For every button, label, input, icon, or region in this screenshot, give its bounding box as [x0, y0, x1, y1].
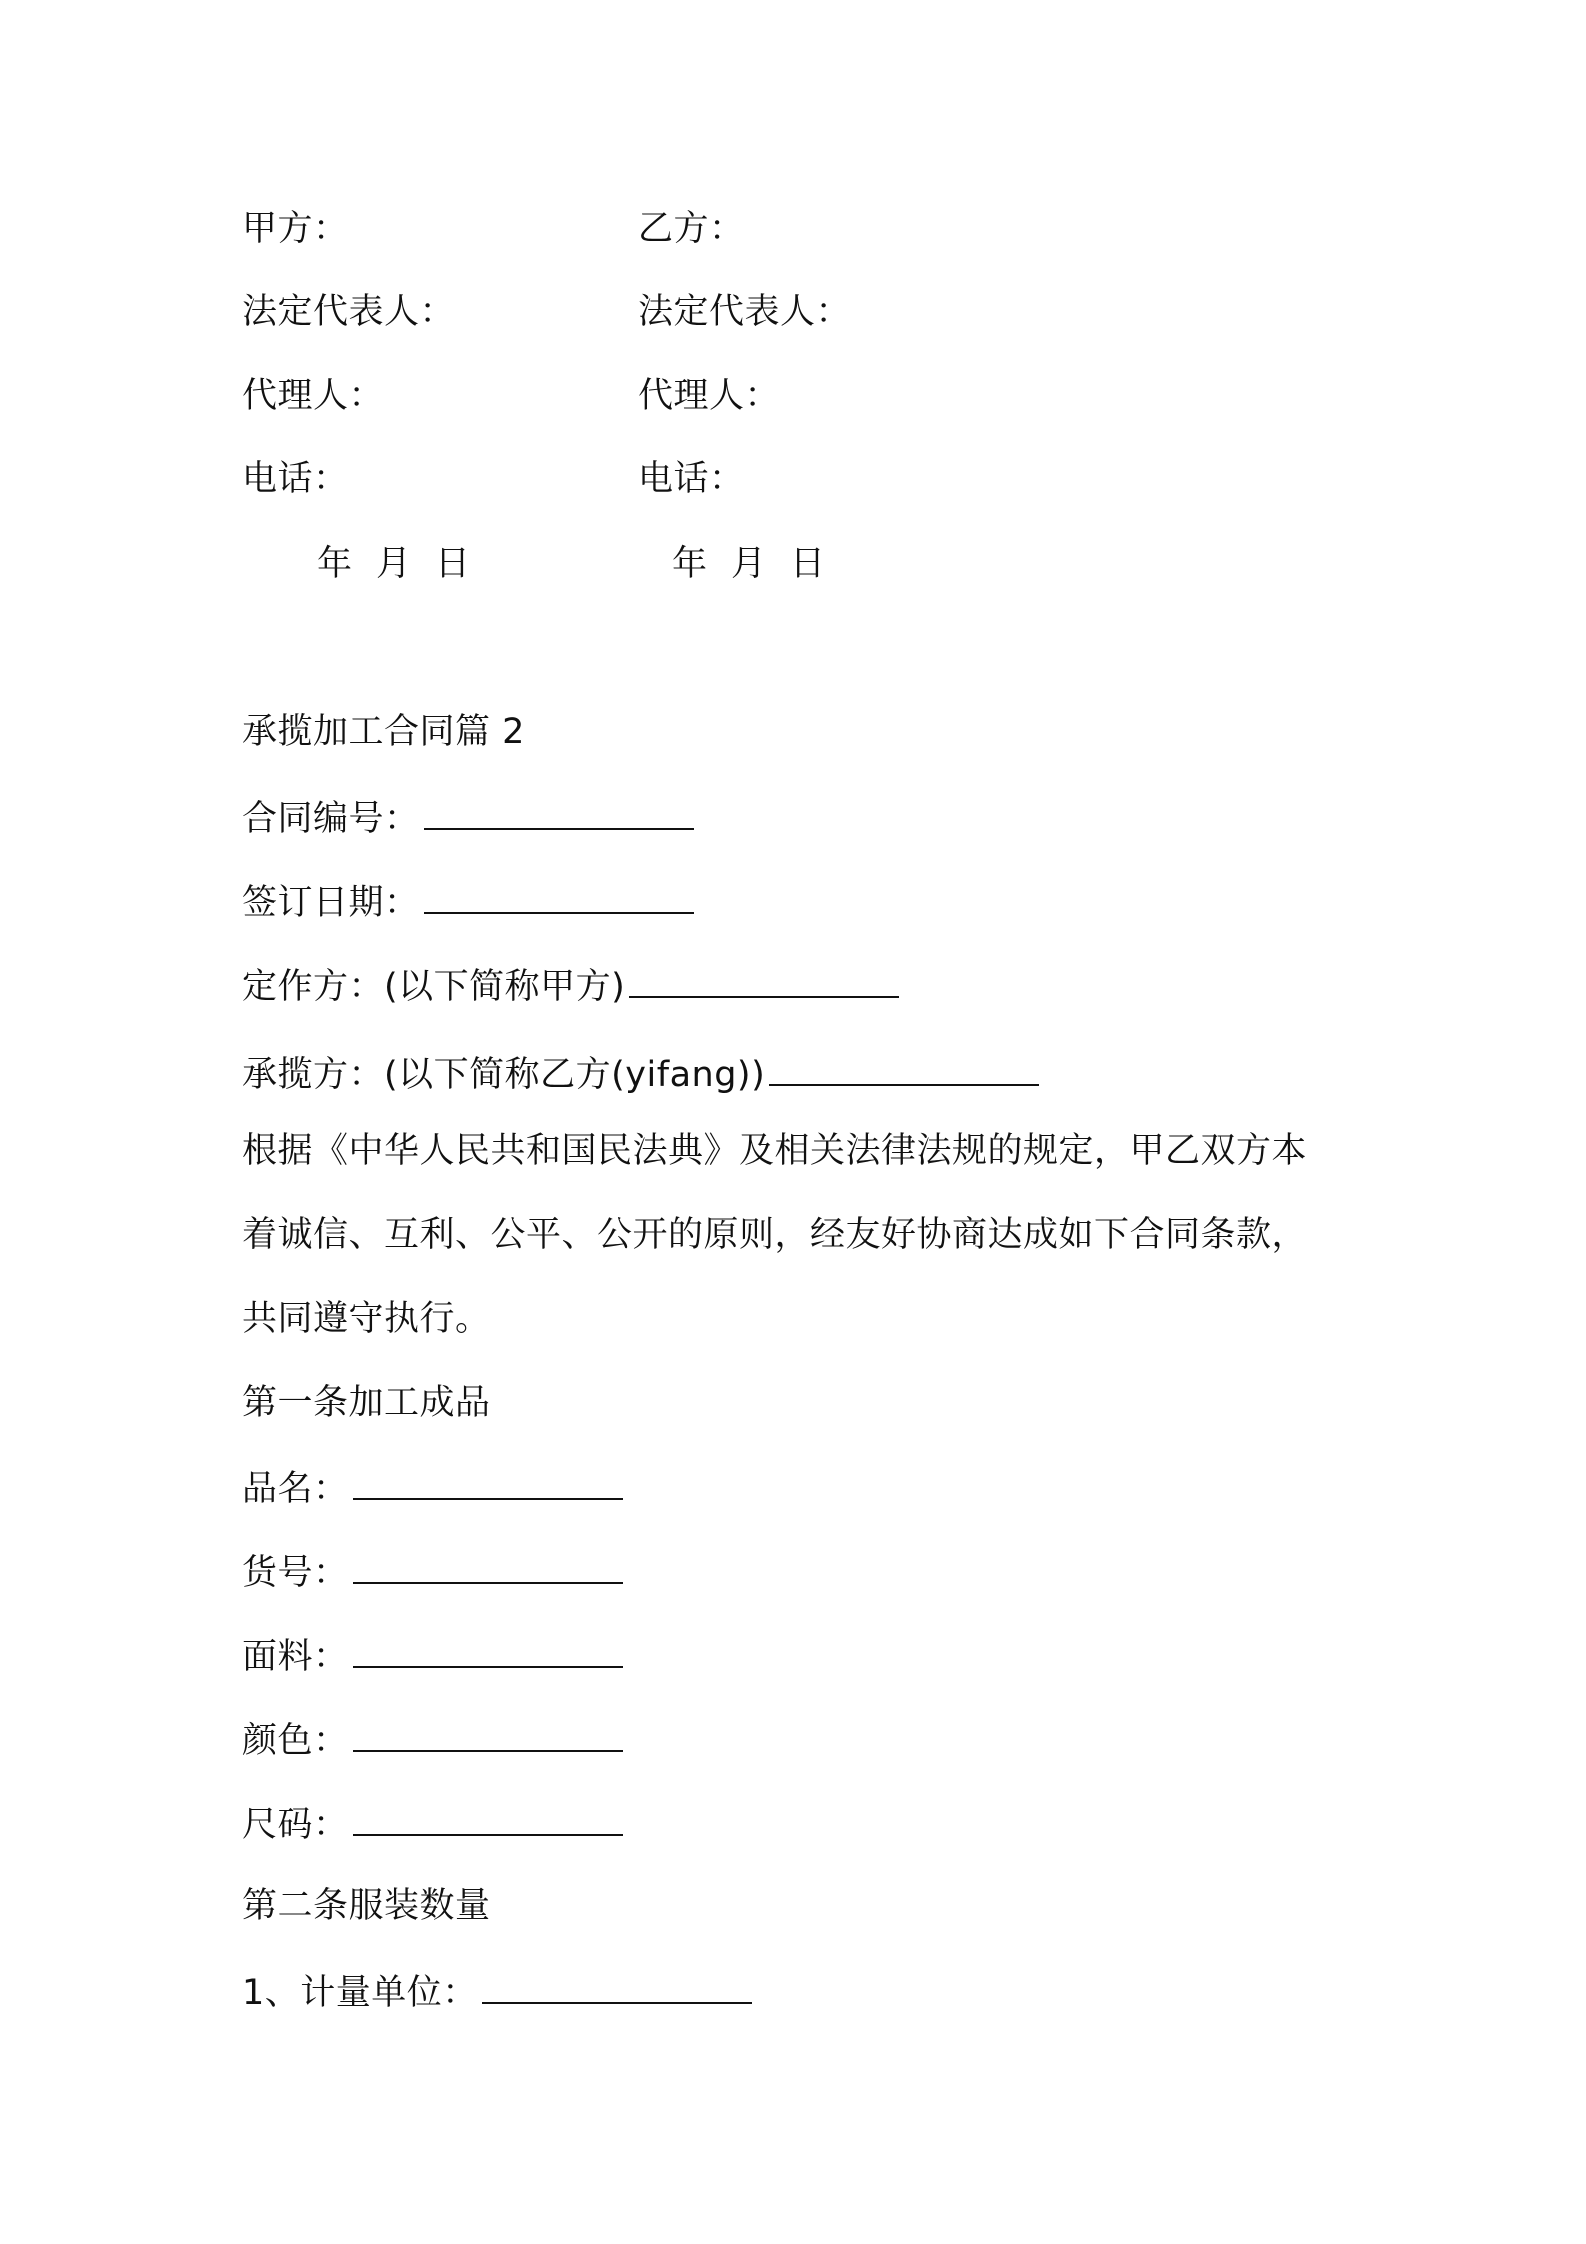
intro-line-1: 根据《中华人民共和国民法典》及相关法律法规的规定，甲乙双方本 [242, 1131, 1308, 1171]
color-label: 颜色： [242, 1721, 349, 1761]
product-name-blank [353, 1462, 623, 1500]
date-b-day: 日 [790, 544, 826, 584]
item-no-row [242, 1546, 623, 1597]
party-a-label: 甲方： [242, 209, 349, 249]
orderer-label: 定作方：(以下简称甲方) [242, 967, 626, 1007]
intro-line-3: 共同遵守执行。 [242, 1299, 491, 1339]
size-label: 尺码： [242, 1805, 349, 1845]
fabric-row [242, 1630, 623, 1681]
date-b-month: 月 [731, 544, 767, 584]
product-name-label: 品名： [242, 1469, 349, 1509]
contract-title: 承揽加工合同篇 2 [242, 712, 525, 752]
sign-date-row [242, 876, 694, 927]
contract-no-label: 合同编号： [242, 799, 420, 839]
article-1-title: 第一条加工成品 [242, 1383, 491, 1423]
contractor-blank [769, 1048, 1039, 1086]
unit-blank [482, 1966, 752, 2004]
item-no-label: 货号： [242, 1553, 349, 1593]
agent-b-label: 代理人： [638, 376, 781, 416]
unit-label: 1、计量单位： [242, 1973, 478, 2013]
orderer-row [242, 960, 899, 1011]
date-a-day: 日 [435, 544, 471, 584]
date-b-year: 年 [672, 544, 708, 584]
contractor-label: 承揽方：(以下简称乙方(yifang)) [242, 1055, 766, 1095]
party-b-label: 乙方： [638, 209, 745, 249]
phone-a-label: 电话： [242, 459, 349, 499]
contract-no-blank [424, 792, 694, 830]
unit-row [242, 1966, 752, 2017]
fabric-label: 面料： [242, 1637, 349, 1677]
size-row [242, 1798, 623, 1849]
sign-date-label: 签订日期： [242, 883, 420, 923]
article-2-title: 第二条服装数量 [242, 1886, 491, 1926]
legal-rep-b-label: 法定代表人： [638, 292, 852, 332]
agent-a-label: 代理人： [242, 376, 385, 416]
date-a [317, 540, 494, 588]
size-blank [353, 1798, 623, 1836]
date-a-month: 月 [376, 544, 412, 584]
date-b [672, 540, 849, 588]
contractor-row [242, 1048, 1039, 1099]
date-a-year: 年 [317, 544, 353, 584]
color-blank [353, 1714, 623, 1752]
color-row [242, 1714, 623, 1765]
fabric-blank [353, 1630, 623, 1668]
legal-rep-a-label: 法定代表人： [242, 292, 456, 332]
intro-line-2: 着诚信、互利、公平、公开的原则，经友好协商达成如下合同条款， [242, 1215, 1308, 1255]
orderer-blank [629, 960, 899, 998]
phone-b-label: 电话： [638, 459, 745, 499]
product-name-row [242, 1462, 623, 1513]
sign-date-blank [424, 876, 694, 914]
contract-no-row [242, 792, 694, 843]
item-no-blank [353, 1546, 623, 1584]
